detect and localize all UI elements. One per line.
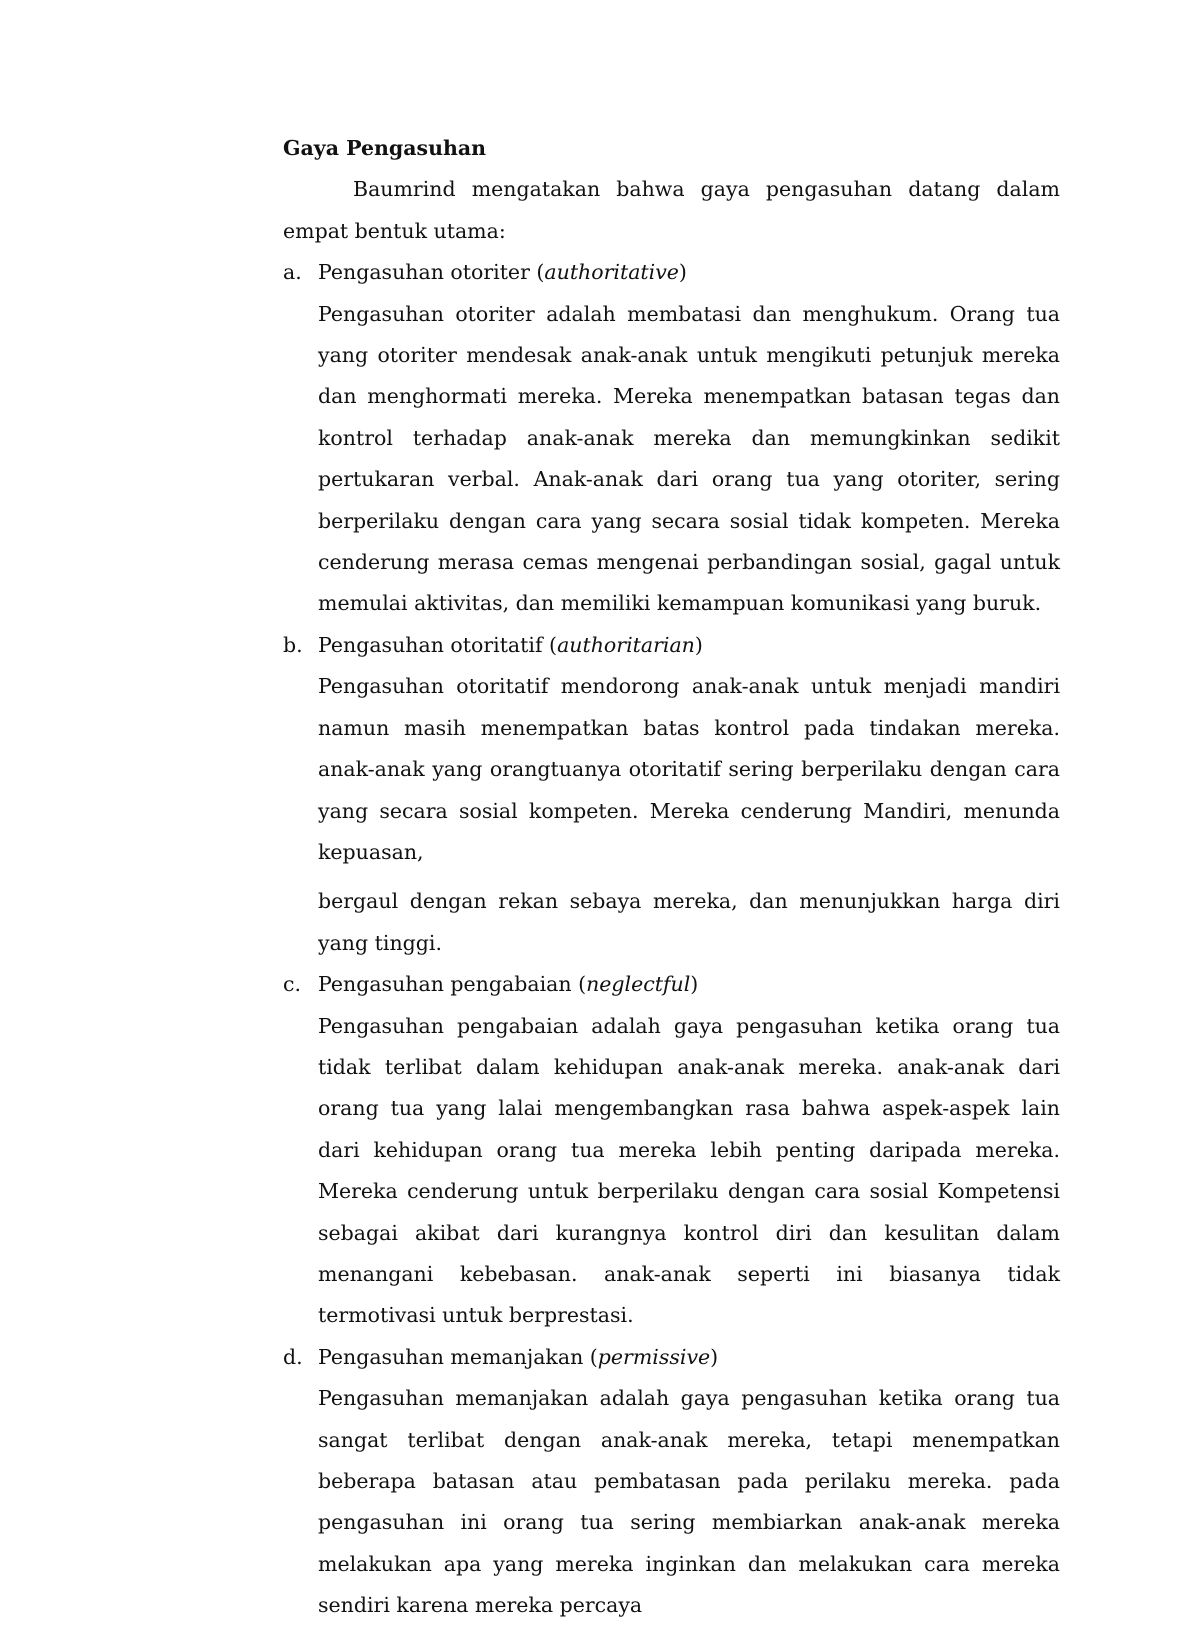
intro-paragraph: Baumrind mengatakan bahwa gaya pengasuhan datang dalam empat bentuk utama:: [283, 177, 1060, 243]
list-item-heading: [283, 252, 1060, 293]
list-item-heading: [283, 1337, 1060, 1378]
list-item-d: [283, 1337, 1060, 1627]
list-item-a: [283, 252, 1060, 625]
list-item-paragraph: Pengasuhan pengabaian adalah gaya pengasuhan ketika orang tua tidak terlibat dalam kehidupan anak-anak mereka. anak-anak dari orang tua yang lalai mengembangkan rasa bahwa aspek-aspek lain dari kehidupan orang tua mereka lebih penting daripada mereka. Mereka cenderung untuk berperilaku dengan cara sosial Kompetensi sebagai akibat dari kurangnya kontrol diri dan kesulitan dalam menangani kebebasan. anak-anak seperti ini biasanya tidak termotivasi untuk berprestasi.: [318, 1013, 1060, 1328]
heading-text: Pengasuhan otoritatif (authoritarian): [318, 632, 703, 657]
section-title: Gaya Pengasuhan: [283, 136, 487, 160]
list-marker: b.: [283, 632, 303, 657]
heading-term: permissive: [597, 1344, 711, 1369]
heading-text: Pengasuhan pengabaian (neglectful): [318, 972, 699, 997]
list-item-paragraph: Pengasuhan otoriter adalah membatasi dan menghukum. Orang tua yang otoriter mendesak anak-anak untuk mengikuti petunjuk mereka dan menghormati mereka. Mereka menempatkan batasan tegas dan kontrol terhadap anak-anak mereka dan memungkinkan sedikit pertukaran verbal. Anak-anak dari orang tua yang otoriter, sering berperilaku dengan cara yang secara sosial tidak kompeten. Mereka cenderung merasa cemas mengenai perbandingan sosial, gagal untuk memulai aktivitas, dan memiliki kemampuan komunikasi yang buruk.: [318, 301, 1060, 616]
heading-term: authoritarian: [557, 632, 695, 657]
list-item-c: [283, 964, 1060, 1337]
heading-term: authoritative: [544, 260, 679, 285]
list-item-heading: [283, 964, 1060, 1005]
heading-text: Pengasuhan memanjakan (permissive): [318, 1344, 719, 1369]
list-marker: a.: [283, 260, 302, 285]
paragraph-gap: [283, 873, 1060, 881]
list-item-paragraph: Pengasuhan otoritatif mendorong anak-anak untuk menjadi mandiri namun masih menempatkan batas kontrol pada tindakan mereka. anak-anak yang orangtuanya otoritatif sering berperilaku dengan cara yang secara sosial kompeten. Mereka cenderung Mandiri, menunda kepuasan,: [318, 674, 1060, 864]
heading-term: neglectful: [586, 972, 691, 997]
heading-text: Pengasuhan otoriter (authoritative): [318, 260, 687, 285]
list-item-paragraph: bergaul dengan rekan sebaya mereka, dan menunjukkan harga diri yang tinggi.: [318, 889, 1060, 955]
document-content: [283, 128, 1060, 1627]
list-item-b: [283, 625, 1060, 964]
list-item-heading: [283, 625, 1060, 666]
list-marker: d.: [283, 1344, 303, 1369]
list-marker: c.: [283, 972, 301, 997]
list-item-paragraph: Pengasuhan memanjakan adalah gaya pengasuhan ketika orang tua sangat terlibat dengan anak-anak mereka, tetapi menempatkan beberapa batasan atau pembatasan pada perilaku mereka. pada pengasuhan ini orang tua sering membiarkan anak-anak mereka melakukan apa yang mereka inginkan dan melakukan cara mereka sendiri karena mereka percaya: [318, 1386, 1060, 1618]
